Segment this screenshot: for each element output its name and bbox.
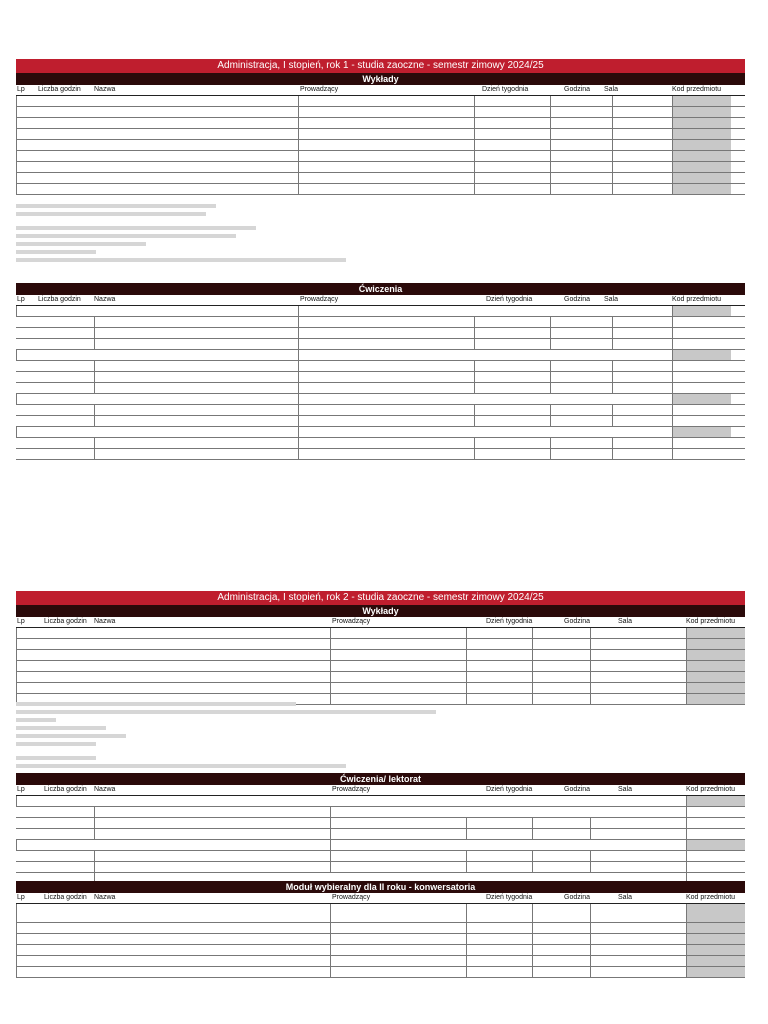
table-row: [16, 394, 745, 405]
year2-lectures-notes: [16, 698, 456, 772]
table-row: [16, 405, 745, 416]
col-name: Nazwa: [94, 618, 116, 625]
table-row: [16, 151, 745, 162]
col-day: Dzień tygodnia: [486, 894, 533, 901]
col-name: Nazwa: [94, 86, 116, 93]
table-row: [16, 672, 745, 683]
table-row: [16, 96, 745, 107]
col-lp: Lp: [17, 786, 25, 793]
col-teacher: Prowadzący: [300, 296, 339, 303]
col-hours: Liczba godzin: [44, 618, 87, 625]
table-row: [16, 934, 745, 945]
table-row: [16, 661, 745, 672]
note-line: [16, 212, 206, 216]
year1-exercises-header: Ćwiczenia: [16, 283, 745, 295]
year2-module-table: [16, 904, 745, 978]
col-name: Nazwa: [94, 786, 116, 793]
table-row: [16, 956, 745, 967]
table-row: [16, 118, 745, 129]
note-line: [16, 702, 296, 706]
year1-lectures-column-headers: [16, 85, 745, 96]
table-row: [16, 967, 745, 978]
note-line: [16, 764, 346, 768]
note-line: [16, 718, 56, 722]
col-time: Godzina: [564, 894, 591, 901]
year2-module-column-headers: [16, 893, 745, 904]
table-row: [16, 862, 745, 873]
col-hours: Liczba godzin: [44, 894, 87, 901]
table-row: [16, 829, 745, 840]
table-row: [16, 851, 745, 862]
table-row: [16, 383, 745, 394]
note-line: [16, 226, 256, 230]
table-row: [16, 650, 745, 661]
year2-module-header: Moduł wybieralny dla II roku - konwersatoria: [16, 881, 745, 893]
table-row: [16, 372, 745, 383]
table-row: [16, 107, 745, 118]
year2-lector-column-headers: [16, 785, 745, 796]
table-row: [16, 140, 745, 151]
col-room: Sala: [604, 86, 619, 93]
year1-title: Administracja, I stopień, rok 1 - studia zaoczne - semestr zimowy 2024/25: [16, 59, 745, 73]
table-row: [16, 818, 745, 829]
col-lp: Lp: [17, 618, 25, 625]
col-teacher: Prowadzący: [332, 786, 371, 793]
col-lp: Lp: [17, 894, 25, 901]
year1-exercises-table: [16, 306, 745, 460]
year2-block: [16, 591, 745, 705]
table-row: [16, 427, 745, 438]
col-room: Sala: [618, 786, 633, 793]
note-line: [16, 234, 236, 238]
col-teacher: Prowadzący: [332, 894, 371, 901]
table-row: [16, 449, 745, 460]
col-time: Godzina: [564, 786, 591, 793]
note-line: [16, 726, 106, 730]
col-room: Sala: [618, 618, 633, 625]
table-row: [16, 350, 745, 361]
table-row: [16, 840, 745, 851]
table-row: [16, 807, 745, 818]
col-day: Dzień tygodnia: [482, 86, 529, 93]
col-code: Kod przedmiotu: [672, 296, 722, 303]
col-time: Godzina: [564, 618, 591, 625]
col-day: Dzień tygodnia: [486, 296, 533, 303]
table-row: [16, 416, 745, 427]
col-day: Dzień tygodnia: [486, 618, 533, 625]
col-lp: Lp: [17, 296, 25, 303]
table-row: [16, 796, 745, 807]
note-line: [16, 258, 346, 262]
year1-lectures-notes: [16, 200, 376, 266]
year2-lector-block: [16, 773, 745, 884]
note-line: [16, 734, 126, 738]
note-line: [16, 710, 436, 714]
year2-lector-header: Ćwiczenia/ lektorat: [16, 773, 745, 785]
table-row: [16, 639, 745, 650]
col-hours: Liczba godzin: [44, 786, 87, 793]
table-row: [16, 628, 745, 639]
year2-lector-table: [16, 796, 745, 884]
year1-block: [16, 59, 745, 195]
col-code: Kod przedmiotu: [686, 618, 736, 625]
year2-lectures-header: Wykłady: [16, 605, 745, 617]
year1-exercises-block: [16, 283, 745, 460]
col-name: Nazwa: [94, 894, 116, 901]
table-row: [16, 328, 745, 339]
table-row: [16, 162, 745, 173]
table-row: [16, 945, 745, 956]
table-row: [16, 904, 745, 923]
year1-exercises-column-headers: [16, 295, 745, 306]
year2-lectures-table: [16, 628, 745, 705]
year2-title: Administracja, I stopień, rok 2 - studia zaoczne - semestr zimowy 2024/25: [16, 591, 745, 605]
table-row: [16, 306, 745, 317]
table-row: [16, 361, 745, 372]
table-row: [16, 173, 745, 184]
col-teacher: Prowadzący: [332, 618, 371, 625]
col-day: Dzień tygodnia: [486, 786, 533, 793]
col-lp: Lp: [17, 86, 25, 93]
year2-lectures-column-headers: [16, 617, 745, 628]
col-code: Kod przedmiotu: [686, 786, 736, 793]
col-teacher: Prowadzący: [300, 86, 339, 93]
note-line: [16, 204, 216, 208]
year2-module-block: [16, 881, 745, 978]
table-row: [16, 317, 745, 328]
table-row: [16, 129, 745, 140]
col-time: Godzina: [564, 86, 591, 93]
table-row: [16, 339, 745, 350]
col-name: Nazwa: [94, 296, 116, 303]
col-time: Godzina: [564, 296, 591, 303]
table-row: [16, 683, 745, 694]
year1-lectures-header: Wykłady: [16, 73, 745, 85]
table-row: [16, 438, 745, 449]
col-room: Sala: [604, 296, 619, 303]
col-hours: Liczba godzin: [38, 296, 81, 303]
col-room: Sala: [618, 894, 633, 901]
note-line: [16, 250, 96, 254]
table-row: [16, 923, 745, 934]
year1-lectures-table: [16, 96, 745, 195]
table-row: [16, 184, 745, 195]
note-line: [16, 742, 96, 746]
note-line: [16, 756, 96, 760]
col-code: Kod przedmiotu: [672, 86, 722, 93]
col-code: Kod przedmiotu: [686, 894, 736, 901]
col-hours: Liczba godzin: [38, 86, 81, 93]
note-line: [16, 242, 146, 246]
